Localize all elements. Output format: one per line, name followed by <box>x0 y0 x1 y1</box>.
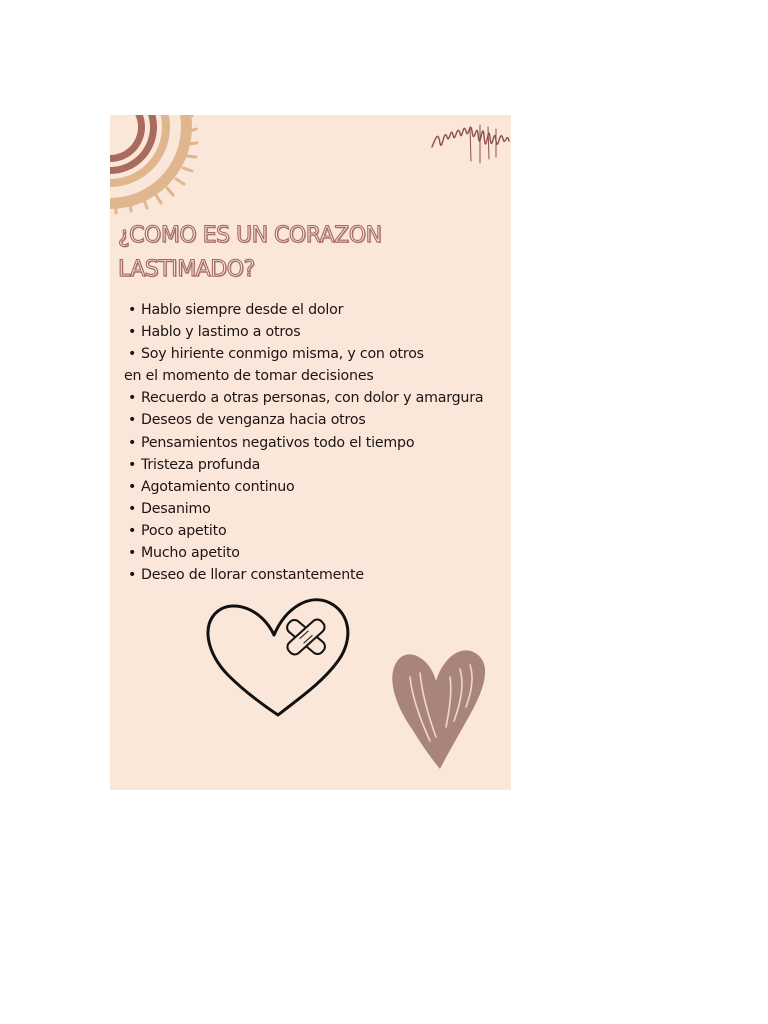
page-title <box>118 219 382 287</box>
list-item: • Desanimo <box>124 498 483 520</box>
scribble-lines-icon <box>430 117 510 167</box>
list-item: • Deseos de venganza hacia otros <box>124 409 483 431</box>
solid-heart-icon <box>390 647 490 772</box>
bandaged-heart-icon <box>204 595 354 720</box>
list-item: • Pensamientos negativos todo el tiempo <box>124 432 483 454</box>
list-item: • Agotamiento continuo <box>124 476 483 498</box>
title-line-1: ¿COMO ES UN CORAZON <box>118 223 382 248</box>
list-item: • Soy hiriente conmigo misma, y con otros <box>124 343 483 365</box>
boho-sun-icon <box>110 115 210 215</box>
list-item: • Recuerdo a otras personas, con dolor y amargura <box>124 387 483 409</box>
list-item: • Hablo y lastimo a otros <box>124 321 483 343</box>
symptom-list <box>124 299 483 586</box>
list-item: • Poco apetito <box>124 520 483 542</box>
list-item: • Tristeza profunda <box>124 454 483 476</box>
list-item: • Hablo siempre desde el dolor <box>124 299 483 321</box>
poster-card <box>110 115 511 790</box>
list-item: • Mucho apetito <box>124 542 483 564</box>
list-item-continuation: en el momento de tomar decisiones <box>124 368 374 385</box>
title-line-2: LASTIMADO? <box>118 257 255 282</box>
list-item: • Deseo de llorar constantemente <box>124 564 483 586</box>
